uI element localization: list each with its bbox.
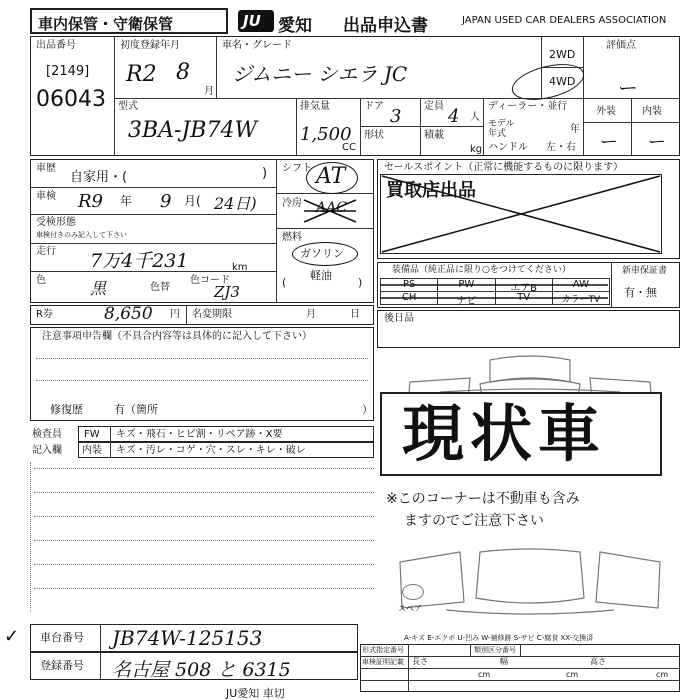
- equipment-strike: [380, 278, 608, 304]
- aircon-strike: [300, 196, 360, 226]
- storage-text: 車内保管・守衛保管: [38, 15, 174, 33]
- form-title: 出品申込書: [343, 16, 428, 36]
- lot-number: 06043: [36, 87, 106, 112]
- later-items-label: 後日品: [384, 313, 414, 324]
- model-label: 型式: [118, 101, 138, 112]
- notice-text-box: [380, 480, 662, 540]
- shift-value: AT: [316, 164, 346, 189]
- ukeshou-note: 車検付きのみ記入して下さい: [36, 231, 127, 239]
- doors-label: ドア: [364, 101, 384, 112]
- shaken-year-unit: 年: [120, 194, 133, 208]
- reg-label: 登録番号: [40, 659, 84, 672]
- model-value: 3BA-JB74W: [128, 118, 258, 143]
- fuel-circle: [292, 242, 358, 266]
- shaken-day: 24日): [214, 194, 257, 213]
- repair-close: ）: [362, 403, 373, 416]
- nc-day: 日: [350, 309, 360, 320]
- equip-navi: ナビ: [438, 292, 495, 304]
- equip-airbag: エアB: [496, 279, 553, 291]
- year-unit: 年: [570, 124, 580, 135]
- color-value: 黒: [90, 279, 107, 298]
- capacity-value: 4: [448, 106, 460, 127]
- shift-label: シフト: [282, 163, 312, 174]
- model-year-label: モデル年式: [488, 119, 515, 139]
- aircon-label: 冷房: [282, 198, 302, 209]
- inspector-label-2: 記入欄: [32, 445, 62, 456]
- equip-aw: AW: [572, 279, 589, 290]
- history-close: ): [262, 166, 268, 181]
- notice-big-text: 現状車: [402, 397, 607, 470]
- exterior-value: ー: [600, 132, 618, 153]
- later-items-box: [377, 310, 680, 348]
- fuel-gasoline: ガソリン: [300, 247, 344, 260]
- chassis-value: JB74W-125153: [112, 626, 263, 650]
- shaken-era: R9: [78, 191, 104, 212]
- color-code-label: 色コード: [190, 275, 230, 286]
- eval-label: 評価点: [606, 40, 636, 51]
- association-name: JAPAN USED CAR DEALERS ASSOCIATION: [462, 15, 667, 26]
- sales-stamp-cross: [380, 174, 662, 254]
- int-label: 内装: [82, 445, 102, 456]
- spare-tire-icon: [402, 584, 424, 600]
- first-reg-label: 初度登録年月: [120, 40, 180, 51]
- spare-label: スペア: [398, 604, 422, 613]
- recycle-unit: 円: [170, 309, 180, 320]
- displacement-value: 1,500: [300, 124, 352, 145]
- equip-color-tv: カラーTV: [561, 295, 601, 305]
- equip-ps: PS: [381, 279, 438, 291]
- cut-text: JU愛知 車切: [226, 687, 285, 700]
- mileage-label: 走行: [36, 246, 56, 257]
- equip-pw: PW: [438, 279, 495, 291]
- dealer-label: ディーラー・並行: [488, 101, 568, 112]
- cm-unit-3: cm: [656, 670, 669, 679]
- capacity-label: 定員: [424, 101, 444, 112]
- notice-line-1: ※このコーナーは不動車も含み: [386, 491, 580, 507]
- interior-label: 内装: [642, 106, 662, 117]
- cc-unit: CC: [342, 142, 356, 153]
- equip-ch: CH: [381, 292, 438, 304]
- fw-text: キズ・飛石・ヒビ割・リペア跡・X要: [116, 429, 283, 440]
- fuel-paren-right: ): [358, 276, 363, 289]
- damage-legend: A-キズ E-エクボ U-凹み W-補修跡 S-サビ C-腐食 XX-交換済: [404, 634, 594, 642]
- car-name-label: 車名・グレード: [222, 40, 292, 51]
- nc-month: 月: [306, 309, 316, 320]
- load-label: 積載: [424, 130, 444, 141]
- km-unit: km: [232, 262, 248, 273]
- equip-tv: TV: [496, 292, 553, 304]
- recycle-label: R券: [36, 309, 53, 320]
- shaken-month: 9: [160, 191, 172, 212]
- sales-title: セールスポイント（正常に機能するものに限ります）: [384, 162, 624, 173]
- drive-2wd: 2WD: [549, 48, 576, 61]
- reg-value: 名古屋 508 と 6315: [112, 659, 291, 681]
- repair-label: 修復歴: [50, 403, 83, 416]
- color-change-label: 色替: [150, 282, 170, 293]
- handle-label: ハンドル: [488, 142, 528, 153]
- displacement-label: 排気量: [300, 101, 330, 112]
- history-label: 車歴: [36, 163, 56, 174]
- repair-value: 有（箇所: [114, 403, 158, 416]
- cm-unit-1: cm: [478, 670, 491, 679]
- fuel-label: 燃料: [282, 232, 302, 243]
- width-label: 幅: [500, 657, 508, 666]
- sales-stamp-text: 買取店出品: [386, 180, 476, 201]
- car-name: ジムニー シエラ JC: [232, 62, 408, 86]
- warranty-value: 有・無: [624, 286, 657, 299]
- lot-label: 出品番号: [36, 40, 76, 51]
- cm-unit-2: cm: [566, 670, 579, 679]
- fw-label: FW: [84, 429, 100, 440]
- logo-text: JU: [243, 12, 261, 30]
- shape-label: 形状: [364, 130, 384, 141]
- notice-box: [380, 392, 662, 476]
- color-label: 色: [36, 275, 46, 286]
- interior-value: ー: [648, 132, 666, 153]
- storage-box: [30, 8, 228, 34]
- spec-label: 形式指定番号: [362, 646, 404, 654]
- history-value: 自家用・(: [70, 170, 128, 185]
- warranty-label: 新車保証書: [622, 266, 668, 276]
- shaken-month-unit: 月(: [184, 194, 201, 208]
- ju-logo: [238, 10, 274, 32]
- lot-bracket: [2149]: [46, 64, 90, 79]
- capacity-unit: 人: [470, 112, 480, 123]
- color-code-value: ZJ3: [214, 283, 240, 301]
- mileage-value: 7万4千231: [90, 250, 189, 272]
- inspector-label-1: 検査員: [32, 429, 62, 440]
- eval-value: ー: [618, 76, 638, 100]
- kg-unit: kg: [470, 144, 483, 155]
- org-name: 愛知: [278, 16, 312, 36]
- fuel-paren-left: (: [282, 276, 287, 289]
- recycle-value: 8,650: [104, 304, 153, 324]
- class-label: 類別区分番号: [474, 646, 516, 654]
- cert-label: 車検証明記載: [362, 658, 404, 666]
- ukeshou-label: 受検形態: [36, 217, 76, 228]
- fuel-diesel: 軽油: [310, 269, 332, 282]
- doors-value: 3: [390, 106, 402, 127]
- checkmark: ✓: [4, 626, 20, 647]
- drive-4wd: 4WD: [549, 75, 576, 88]
- inspector-area: [30, 425, 374, 459]
- exterior-label: 外装: [596, 106, 616, 117]
- shaken-label: 車検: [36, 191, 56, 202]
- height-label: 高さ: [590, 657, 606, 666]
- length-label: 長さ: [412, 657, 428, 666]
- handle-options: 左・右: [546, 142, 576, 153]
- first-reg-month: 8: [176, 60, 190, 85]
- equipment-title: 装備品（純正品に限り○をつけてください）: [392, 265, 571, 275]
- shift-circle: [306, 162, 358, 194]
- aircon-value: AAC: [316, 200, 347, 216]
- int-text: キズ・汚レ・コゲ・穴・スレ・キレ・破レ: [116, 445, 306, 456]
- notice-line-2: ますのでご注意下さい: [404, 513, 544, 529]
- first-reg-month-unit: 月: [204, 86, 214, 97]
- first-reg-era: R2: [126, 62, 157, 87]
- name-change-label: 名変期限: [192, 309, 232, 320]
- chassis-label: 車台番号: [40, 631, 84, 644]
- notes-title: 注意事項申告欄（不具合内容等は具体的に記入して下さい）: [42, 331, 312, 342]
